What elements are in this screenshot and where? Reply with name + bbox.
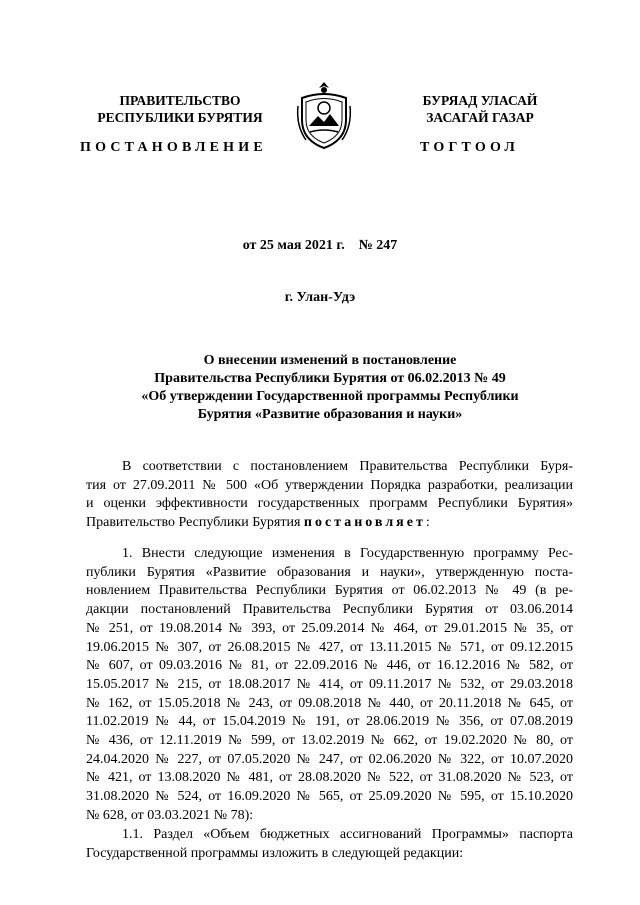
preamble-paragraph	[86, 458, 573, 533]
paragraph-line: 19.06.2015 № 307, от 26.08.2015 № 427, от 13.11.2015 № 571, от 09.12.2015	[86, 639, 573, 655]
paragraph-line: № 628, от 03.03.2021 № 78):	[86, 807, 254, 823]
place: г. Улан-Удэ	[284, 290, 356, 305]
item-1-1-paragraph	[86, 826, 573, 863]
subject-line-1: О внесении изменений в постановление	[203, 353, 457, 368]
header-right-line-1: БУРЯАД УЛАСАЙ	[422, 93, 538, 108]
paragraph-line: 24.04.2020 № 227, от 07.05.2020 № 247, от 02.06.2020 № 322, от 10.07.2020	[86, 751, 573, 767]
paragraph-line: публики Бурятия «Развитие образования и науки», утвержденную поста-	[86, 564, 573, 580]
decree-word: постановляет	[303, 515, 426, 531]
paragraph-line: 31.08.2020 № 524, от 16.09.2020 № 565, от 25.09.2020 № 595, от 15.10.2020	[86, 789, 573, 805]
header-right-line-2: ЗАСАГАЙ ГАЗАР	[426, 110, 534, 125]
preamble-prefix: Правительство Республики Бурятия	[86, 515, 304, 531]
paragraph-line: № 436, от 12.11.2019 № 599, от 13.02.2019 № 662, от 19.02.2020 № 80, от	[86, 733, 573, 749]
date-and-number: от 25 мая 2021 г. № 247	[242, 238, 398, 253]
paragraph-line: новлением Правительства Республики Бурятия от 06.02.2013 № 49 (в ре-	[86, 583, 573, 599]
subject-line-4: Бурятия «Развитие образования и науки»	[197, 407, 463, 422]
header-left-line-2: РЕСПУБЛИКИ БУРЯТИЯ	[97, 110, 263, 125]
paragraph-line: 1.1. Раздел «Объем бюджетных ассигнований Программы» паспорта	[122, 827, 573, 842]
preamble-line: В соответствии с постановлением Правительства Республики Буря-	[122, 459, 573, 474]
preamble-line-last	[86, 514, 573, 533]
paragraph-line: № 251, от 19.08.2014 № 393, от 25.09.2014 № 464, от 29.01.2015 № 35, от	[86, 620, 573, 636]
preamble-line: тия от 27.09.2011 № 500 «Об утверждении Порядка разработки, реализации	[86, 477, 573, 493]
paragraph-line: 11.02.2019 № 44, от 15.04.2019 № 191, от 28.06.2019 № 356, от 07.08.2019	[86, 714, 573, 730]
preamble-suffix: :	[425, 515, 430, 531]
header-left-org	[80, 92, 280, 126]
paragraph-line: 15.05.2017 № 215, от 18.08.2017 № 414, от 09.11.2017 № 532, от 29.03.2018	[86, 676, 573, 692]
paragraph-line: № 607, от 09.03.2016 № 81, от 22.09.2016 № 446, от 16.12.2016 № 582, от	[86, 658, 573, 674]
subject-line-2: Правительства Республики Бурятия от 06.02.2013 № 49	[154, 371, 506, 386]
coat-of-arms-icon	[296, 76, 352, 152]
doc-type-bua: ТОГТООЛ	[420, 140, 520, 155]
header-right-org	[380, 92, 580, 126]
paragraph-line: Государственной программы изложить в следующей редакции:	[86, 845, 464, 861]
paragraph-line: № 162, от 15.05.2018 № 243, от 09.08.2018 № 440, от 20.11.2018 № 645, от	[86, 695, 573, 711]
preamble-line: и оценки эффективности государственных программ Республики Бурятия»	[86, 496, 573, 512]
paragraph-line: № 421, от 13.08.2020 № 481, от 28.08.2020 № 522, от 31.08.2020 № 523, от	[86, 770, 573, 786]
paragraph-line: дакции постановлений Правительства Республики Бурятия от 03.06.2014	[86, 602, 573, 618]
document-subject	[80, 352, 580, 424]
header-left-line-1: ПРАВИТЕЛЬСТВО	[119, 93, 241, 108]
doc-type-ru: ПОСТАНОВЛЕНИЕ	[80, 140, 267, 155]
paragraph-line: 1. Внести следующие изменения в Государственную программу Рес-	[122, 546, 573, 561]
item-1-paragraph	[86, 545, 573, 826]
subject-line-3: «Об утверждении Государственной программы Республики	[141, 389, 519, 404]
